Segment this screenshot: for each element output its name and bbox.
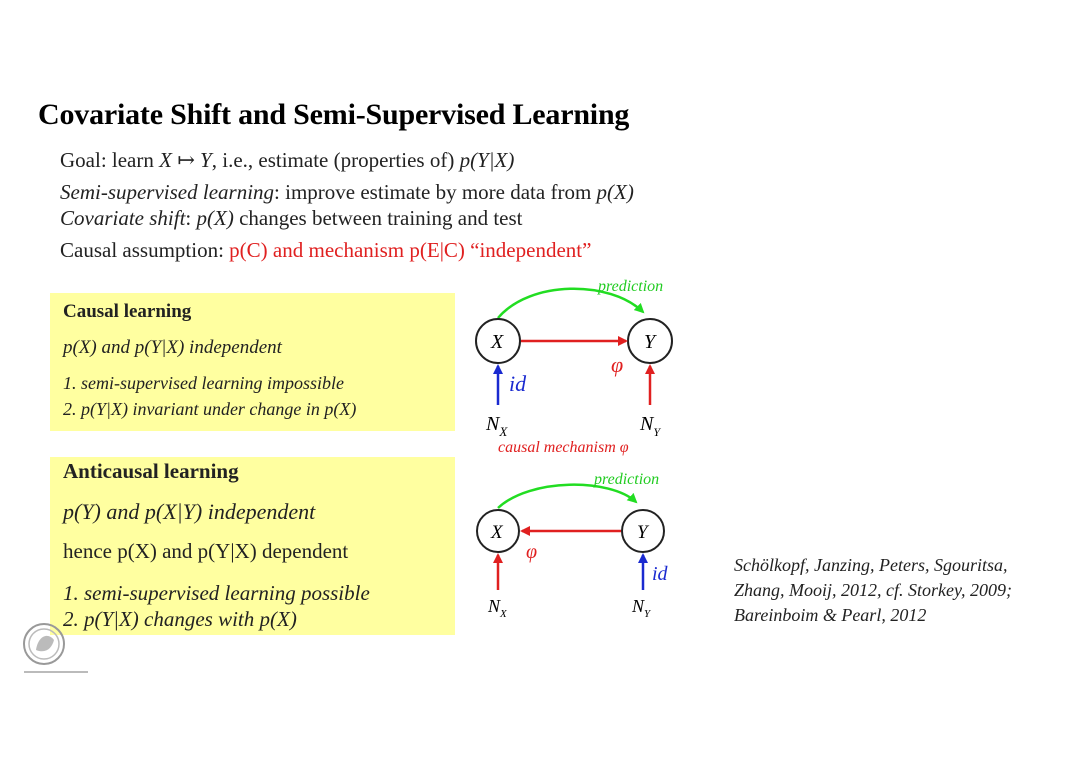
anticausal-box-item2: 2. p(Y|X) changes with p(X) bbox=[63, 607, 297, 631]
ssl-term: Semi-supervised learning bbox=[60, 180, 275, 204]
goal-mid: , i.e., estimate (properties of) bbox=[211, 148, 460, 172]
goal-math: X ↦ Y bbox=[159, 148, 212, 172]
citation bbox=[734, 553, 1012, 628]
goal-prefix: Goal: learn bbox=[60, 148, 160, 172]
nx-label-bottom: $N_X$ bbox=[488, 596, 507, 620]
causal-box-item2: 2. p(Y|X) invariant under change in p(X) bbox=[63, 399, 357, 419]
anticausal-box-heading: Anticausal learning bbox=[63, 459, 239, 483]
nx-label-top: $N_X$ bbox=[486, 413, 508, 439]
causal-prefix: Causal assumption: bbox=[60, 238, 230, 262]
prediction-label-bottom: prediction bbox=[594, 471, 660, 488]
causal-diagram bbox=[476, 278, 672, 456]
node-x-label-bottom: X bbox=[491, 522, 503, 543]
anticausal-box-item1: 1. semi-supervised learning possible bbox=[63, 581, 370, 605]
cov-rest: changes between training and test bbox=[233, 206, 523, 230]
prediction-arrow-bottom bbox=[498, 485, 636, 508]
institute-seal-logo bbox=[22, 620, 92, 680]
ny-label-bottom: $N_Y$ bbox=[632, 596, 651, 620]
cov-text: : bbox=[185, 206, 197, 230]
phi-label-top: φ bbox=[611, 352, 624, 377]
id-label-top: id bbox=[509, 371, 527, 396]
causal-box-heading: Causal learning bbox=[63, 301, 192, 322]
cov-math: p(X) bbox=[196, 206, 234, 230]
causal-mechanism-label: causal mechanism φ bbox=[498, 439, 629, 456]
node-x-label-top: X bbox=[491, 331, 504, 353]
citation-line-3: Bareinboim & Pearl, 2012 bbox=[734, 605, 927, 625]
causal-box-red-line: p(X) and p(Y|X) independent bbox=[63, 337, 282, 358]
id-label-bottom: id bbox=[652, 563, 668, 585]
node-y-label-top: Y bbox=[644, 331, 656, 353]
phi-label-bottom: φ bbox=[526, 541, 538, 563]
ny-label-top: $N_Y$ bbox=[640, 413, 661, 439]
anticausal-diagram bbox=[477, 471, 669, 620]
causal-box-item1: 1. semi-supervised learning impossible bbox=[63, 373, 344, 393]
anticausal-box-hence: hence p(X) and p(Y|X) dependent bbox=[63, 539, 349, 563]
prediction-label-top: prediction bbox=[598, 278, 664, 295]
ssl-text: : improve estimate by more data from bbox=[274, 180, 597, 204]
citation-line-2: Zhang, Mooij, 2012, cf. Storkey, 2009; bbox=[734, 580, 1012, 600]
goal-math2: p(Y|X) bbox=[459, 148, 515, 172]
anticausal-box-red-line: p(Y) and p(X|Y) independent bbox=[63, 499, 316, 524]
citation-line-1: Schölkopf, Janzing, Peters, Sgouritsa, bbox=[734, 555, 1008, 575]
slide-title: Covariate Shift and Semi-Supervised Learning bbox=[38, 98, 630, 131]
ssl-math: p(X) bbox=[596, 180, 634, 204]
cov-term: Covariate shift bbox=[60, 206, 186, 230]
node-y-label-bottom: Y bbox=[637, 522, 648, 543]
causal-red-text: p(C) and mechanism p(E|C) “independent” bbox=[229, 238, 592, 262]
